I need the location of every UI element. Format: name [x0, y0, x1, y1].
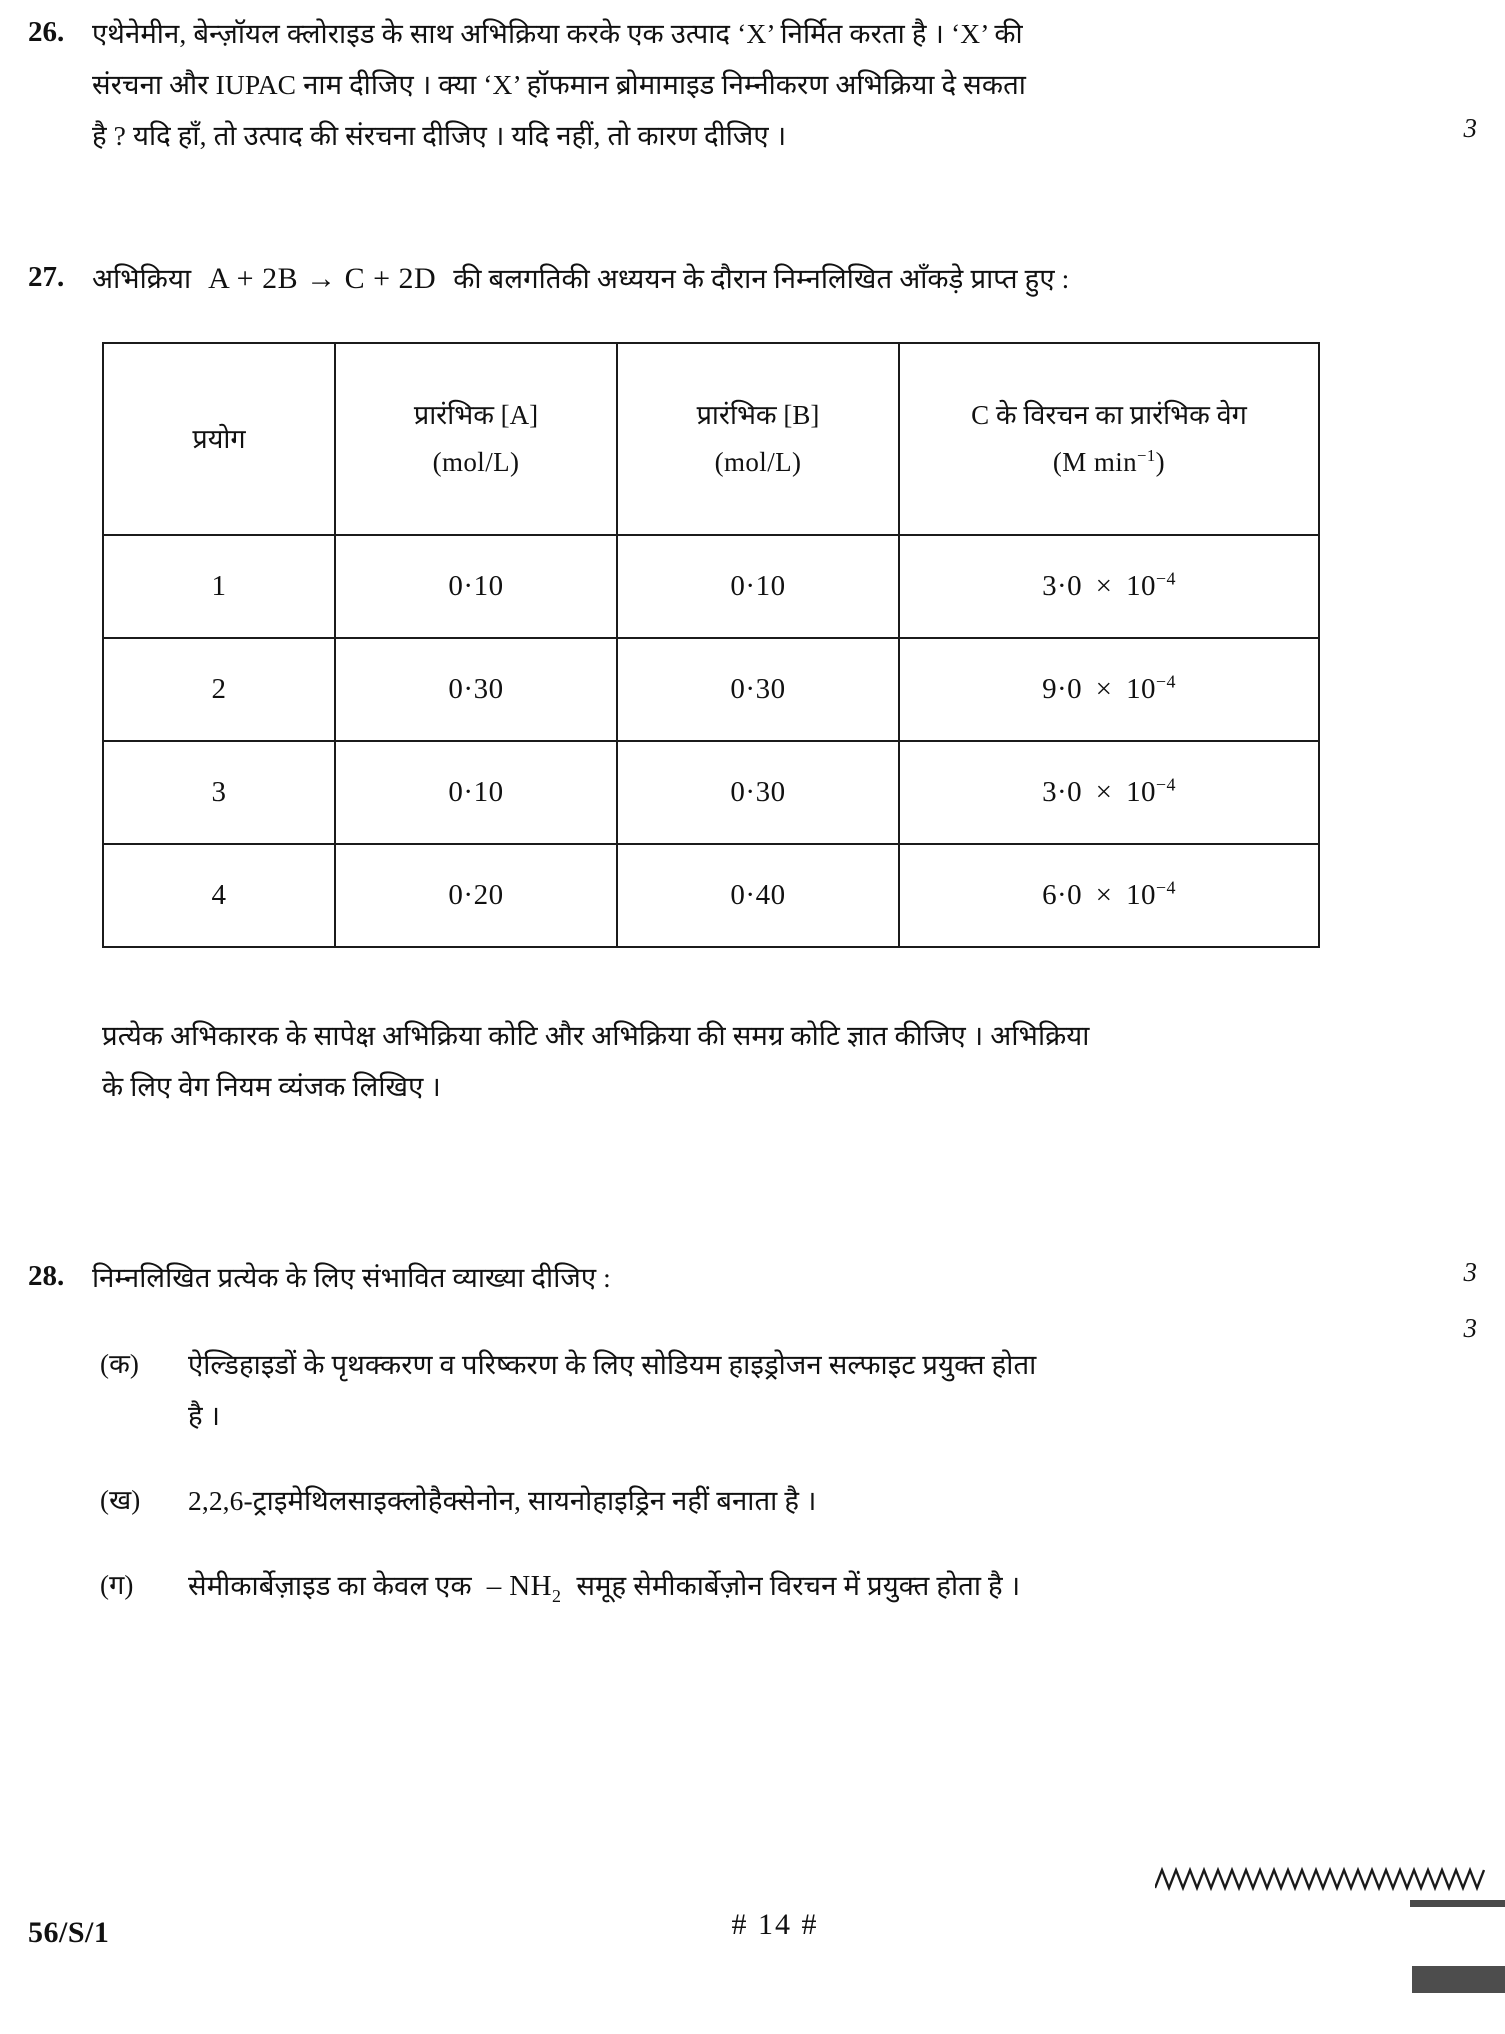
- column-header-initial-b: [617, 343, 899, 535]
- question-28-body: [92, 1252, 1505, 1612]
- sub-item-ga-text: [188, 1560, 1375, 1612]
- sub-item-ga-text-after: समूह सेमीकार्बेज़ोन विरचन में प्रयुक्त होता है ।: [576, 1570, 1021, 1601]
- sub-item-ga: [92, 1560, 1375, 1612]
- rate-exponent: −4: [1155, 877, 1176, 898]
- table-row: [103, 535, 1319, 638]
- question-26-line-3: है ? यदि हाँ, तो उत्पाद की संरचना दीजिए । यदि नहीं, तो कारण दीजिए ।: [92, 120, 787, 151]
- question-27-intro-prefix: अभिक्रिया: [92, 263, 192, 294]
- table-head: [103, 343, 1319, 535]
- rate-mantissa: 3·0: [1042, 570, 1083, 602]
- question-27-body: [92, 253, 1505, 1112]
- table-row: [103, 844, 1319, 947]
- sub-item-ka-label: (क): [100, 1349, 140, 1379]
- sub-item-ka-line-2: है ।: [188, 1400, 221, 1431]
- cell-experiment: 4: [103, 844, 335, 947]
- amine-group-formula: – $NH_2$: [486, 1570, 562, 1606]
- rate-mantissa: 6·0: [1042, 879, 1083, 911]
- column-header-initial-rate-line1: C के विरचन का प्रारंभिक वेग: [971, 400, 1247, 430]
- page-marker-top-bar: [1410, 1900, 1505, 1907]
- column-header-initial-a: [335, 343, 617, 535]
- cell-initial-a: 0·10: [335, 535, 617, 638]
- sub-item-ga-line-1: [188, 1560, 1335, 1612]
- question-26-number: 26.: [28, 16, 65, 48]
- zigzag-scan-artifact-icon: [1155, 1866, 1485, 1896]
- kinetics-data-table: [102, 342, 1320, 948]
- table-row: [103, 741, 1319, 844]
- question-28: [0, 1252, 1505, 1612]
- question-26: [0, 8, 1505, 161]
- rate-base: 10: [1126, 776, 1156, 808]
- question-27-intro-suffix: की बलगतिकी अध्ययन के दौरान निम्नलिखित आँकड़े प्राप्त हुए :: [453, 263, 1070, 294]
- question-26-marks: 3: [1463, 113, 1477, 143]
- sub-item-ka-text: [188, 1339, 1375, 1441]
- question-27-marks: 3: [1463, 1313, 1477, 1343]
- table-header-row: [103, 343, 1319, 535]
- sub-item-kha-label: (ख): [100, 1485, 141, 1515]
- column-header-initial-b-line2: (mol/L): [714, 447, 802, 477]
- sub-item-kha-text: [188, 1475, 1375, 1526]
- table-body: [103, 535, 1319, 947]
- cell-initial-rate: [899, 741, 1319, 844]
- rate-exponent: −4: [1155, 671, 1176, 692]
- page-marker: # 14 #: [731, 1908, 819, 1941]
- rate-base: 10: [1126, 673, 1156, 705]
- question-27-number: 27.: [28, 261, 65, 293]
- question-27-closing-line-1: प्रत्येक अभिकारक के सापेक्ष अभिक्रिया कोटि और अभिक्रिया की समग्र कोटि ज्ञात कीजिए । अभिक्रिया: [102, 1020, 1090, 1051]
- rate-base: 10: [1126, 879, 1156, 911]
- question-28-number: 28.: [28, 1260, 65, 1292]
- question-26-line-1: एथेनेमीन, बेन्ज़ॉयल क्लोराइड के साथ अभिक्रिया करके एक उत्पाद ‘X’ निर्मित करता है । ‘X’ की: [92, 18, 1023, 49]
- column-header-initial-rate-line2: (M $\min^{-1}$): [1052, 446, 1166, 477]
- rate-mantissa: 3·0: [1042, 776, 1083, 808]
- rate-mantissa: 9·0: [1042, 673, 1083, 705]
- cell-initial-rate: [899, 638, 1319, 741]
- cell-initial-rate: [899, 535, 1319, 638]
- cell-initial-b: 0·10: [617, 535, 899, 638]
- sub-item-ga-label: (ग): [100, 1570, 134, 1600]
- kinetics-table-wrapper: [102, 342, 1475, 948]
- question-28-stem: निम्नलिखित प्रत्येक के लिए संभावित व्याख्या दीजिए :: [92, 1262, 611, 1293]
- cell-initial-a: 0·30: [335, 638, 617, 741]
- cell-experiment: 1: [103, 535, 335, 638]
- sub-item-kha-line-1: 2,2,6-ट्राइमेथिलसाइक्लोहैक्सेनोन, सायनोहाइड्रिन नहीं बनाता है ।: [188, 1485, 817, 1516]
- page-marker-bottom-bar: [1412, 1966, 1505, 1993]
- question-27-closing-line-2: के लिए वेग नियम व्यंजक लिखिए ।: [102, 1071, 441, 1102]
- column-header-initial-a-line2: (mol/L): [432, 447, 520, 477]
- column-header-initial-rate: [899, 343, 1319, 535]
- rate-times-symbol: ×: [1095, 879, 1113, 911]
- column-header-experiment-line1: प्रयोग: [192, 423, 246, 454]
- rate-times-symbol: ×: [1095, 673, 1113, 705]
- sub-item-ka: [92, 1339, 1375, 1441]
- cell-initial-b: 0·30: [617, 741, 899, 844]
- question-26-line-2: संरचना और IUPAC नाम दीजिए । क्या ‘X’ हॉफमान ब्रोमामाइड निम्नीकरण अभिक्रिया दे सकता: [92, 69, 1026, 100]
- column-header-initial-b-line1: प्रारंभिक [B]: [696, 400, 820, 430]
- amine-subscript: 2: [551, 1585, 562, 1606]
- cell-initial-b: 0·30: [617, 638, 899, 741]
- rate-times-symbol: ×: [1095, 570, 1113, 602]
- rate-exponent: −4: [1155, 568, 1176, 589]
- cell-initial-rate: [899, 844, 1319, 947]
- table-row: [103, 638, 1319, 741]
- sub-item-kha: [92, 1475, 1375, 1526]
- sub-item-ga-text-before: सेमीकार्बेज़ाइड का केवल एक: [188, 1570, 472, 1601]
- question-28-sub-items: [92, 1339, 1375, 1612]
- cell-experiment: 2: [103, 638, 335, 741]
- rate-base: 10: [1126, 570, 1156, 602]
- question-28-marks: 3: [1463, 1257, 1477, 1287]
- paper-code: 56/S/1: [28, 1916, 110, 1949]
- rate-times-symbol: ×: [1095, 776, 1113, 808]
- question-27-closing: [102, 1010, 1475, 1112]
- question-26-body: [92, 8, 1505, 161]
- cell-initial-a: 0·10: [335, 741, 617, 844]
- column-header-initial-a-line1: प्रारंभिक [A]: [413, 400, 539, 430]
- question-27-equation: A + 2B → C + 2D: [208, 262, 437, 295]
- question-27-intro: [92, 253, 1475, 304]
- sub-item-ka-line-1: ऐल्डिहाइडों के पृथक्करण व परिष्करण के लिए सोडियम हाइड्रोजन सल्फाइट प्रयुक्त होता: [188, 1349, 1037, 1380]
- page-marker-wrapper: [700, 1908, 850, 1942]
- cell-initial-a: 0·20: [335, 844, 617, 947]
- column-header-experiment: [103, 343, 335, 535]
- rate-exponent: −4: [1155, 774, 1176, 795]
- cell-experiment: 3: [103, 741, 335, 844]
- cell-initial-b: 0·40: [617, 844, 899, 947]
- page-footer: [0, 1888, 1505, 1998]
